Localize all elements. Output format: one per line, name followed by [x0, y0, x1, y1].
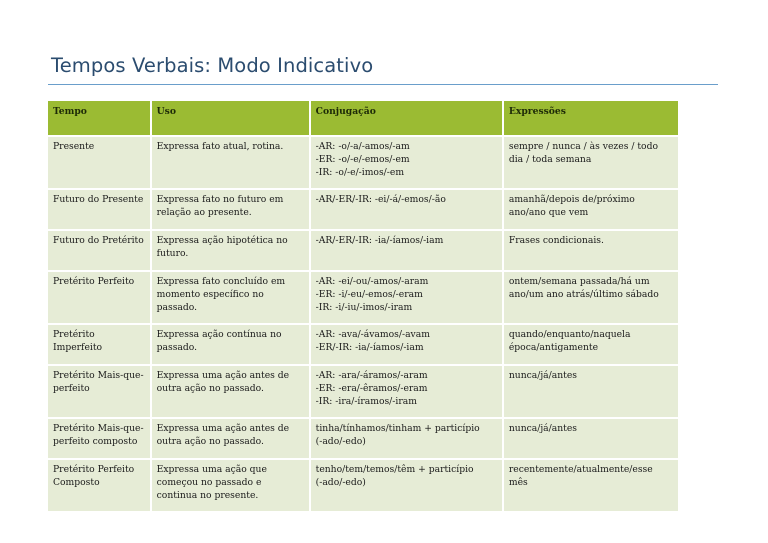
cell-tempo-line: Futuro do Pretérito — [53, 235, 144, 246]
cell-tempo-line: Composto — [53, 477, 100, 488]
cell-expressoes — [504, 137, 678, 188]
cell-conjugacao — [311, 231, 502, 270]
cell-tempo-line: Pretérito Mais-que- — [53, 423, 144, 434]
cell-tempo — [48, 231, 150, 270]
cell-conjugacao-line: -AR/-ER/-IR: -ei/-á/-emos/-ão — [315, 194, 446, 205]
cell-uso-line: Expressa ação hipotética no — [156, 235, 288, 246]
cell-conjugacao-line: -AR: -ara/-áramos/-aram — [315, 370, 428, 381]
cell-expressoes-line: ano/ano que vem — [508, 207, 589, 218]
cell-uso-line: outra ação no passado. — [156, 436, 264, 447]
cell-uso-line: continua no presente. — [156, 490, 259, 501]
cell-tempo-line: Futuro do Presente — [53, 194, 144, 205]
cell-conjugacao-line: -ER: -era/-êramos/-eram — [315, 383, 428, 394]
cell-expressoes-line: dia / toda semana — [508, 154, 592, 165]
cell-tempo-line: Pretérito — [53, 329, 95, 340]
cell-conjugacao — [311, 137, 502, 188]
cell-conjugacao-line: -AR: -ava/-ávamos/-avam — [315, 329, 430, 340]
cell-expressoes-line: época/antigamente — [508, 342, 599, 353]
cell-uso-line: Expressa ação contínua no — [156, 329, 282, 340]
cell-conjugacao-line: (-ado/-edo) — [315, 436, 366, 447]
cell-tempo — [48, 325, 150, 364]
cell-expressoes — [504, 190, 678, 229]
cell-uso-line: outra ação no passado. — [156, 383, 264, 394]
table-row — [48, 231, 678, 270]
cell-uso — [152, 231, 309, 270]
cell-uso-line: futuro. — [156, 248, 189, 259]
cell-tempo-line: Pretérito Mais-que- — [53, 370, 144, 381]
cell-conjugacao-line: -AR: -ei/-ou/-amos/-aram — [315, 276, 429, 287]
cell-tempo-line: Pretérito Perfeito — [53, 464, 135, 475]
cell-tempo-line: Imperfeito — [53, 342, 103, 353]
table-header — [48, 101, 678, 135]
cell-conjugacao — [311, 190, 502, 229]
cell-expressoes — [504, 460, 678, 511]
cell-uso — [152, 325, 309, 364]
cell-expressoes-line: mês — [508, 477, 528, 488]
cell-conjugacao-line: -IR: -o/-e/-imos/-em — [315, 167, 405, 178]
table-row — [48, 325, 678, 364]
cell-conjugacao-line: -AR/-ER/-IR: -ia/-íamos/-iam — [315, 235, 444, 246]
table-row — [48, 366, 678, 417]
cell-conjugacao — [311, 366, 502, 417]
cell-uso-line: Expressa uma ação que — [156, 464, 267, 475]
cell-tempo — [48, 190, 150, 229]
cell-expressoes-line: nunca/já/antes — [508, 423, 577, 434]
cell-uso — [152, 190, 309, 229]
cell-conjugacao-line: tenho/tem/temos/têm + particípio — [315, 464, 474, 475]
cell-tempo — [48, 419, 150, 458]
cell-expressoes-line: Frases condicionais. — [508, 235, 604, 246]
cell-uso-line: Expressa fato concluído em — [156, 276, 286, 287]
cell-expressoes — [504, 419, 678, 458]
cell-conjugacao-line: tinha/tínhamos/tinham + particípio — [315, 423, 480, 434]
cell-expressoes — [504, 272, 678, 323]
cell-conjugacao-line: (-ado/-edo) — [315, 477, 366, 488]
cell-expressoes — [504, 366, 678, 417]
cell-conjugacao-line: -AR: -o/-a/-amos/-am — [315, 141, 410, 152]
cell-uso — [152, 419, 309, 458]
table-row — [48, 419, 678, 458]
cell-expressoes-line: sempre / nunca / às vezes / todo — [508, 141, 658, 152]
table-body — [48, 137, 678, 511]
cell-uso-line: passado. — [156, 302, 198, 313]
cell-uso-line: momento específico no — [156, 289, 264, 300]
cell-expressoes-line: quando/enquanto/naquela — [508, 329, 631, 340]
header-tempo: Tempo — [48, 101, 150, 135]
table-row — [48, 137, 678, 188]
table-row — [48, 272, 678, 323]
cell-expressoes — [504, 325, 678, 364]
cell-expressoes — [504, 231, 678, 270]
page-title: Tempos Verbais: Modo Indicativo — [51, 54, 374, 77]
cell-conjugacao — [311, 419, 502, 458]
cell-tempo — [48, 272, 150, 323]
cell-conjugacao — [311, 460, 502, 511]
cell-uso-line: Expressa uma ação antes de — [156, 423, 290, 434]
cell-tempo — [48, 460, 150, 511]
header-row — [48, 101, 678, 135]
title-divider — [48, 84, 718, 85]
cell-uso — [152, 137, 309, 188]
cell-uso — [152, 272, 309, 323]
cell-conjugacao-line: -ER: -o/-e/-emos/-em — [315, 154, 410, 165]
cell-uso-line: Expressa fato no futuro em — [156, 194, 284, 205]
cell-conjugacao — [311, 325, 502, 364]
cell-uso-line: relação ao presente. — [156, 207, 252, 218]
cell-uso — [152, 366, 309, 417]
cell-tempo-line: Pretérito Perfeito — [53, 276, 135, 287]
cell-uso-line: começou no passado e — [156, 477, 262, 488]
cell-tempo-line: perfeito composto — [53, 436, 138, 447]
cell-tempo — [48, 366, 150, 417]
table-row — [48, 190, 678, 229]
cell-expressoes-line: nunca/já/antes — [508, 370, 577, 381]
cell-uso-line: Expressa fato atual, rotina. — [156, 141, 284, 152]
table-row — [48, 460, 678, 511]
cell-expressoes-line: recentemente/atualmente/esse — [508, 464, 653, 475]
cell-tempo-line: Presente — [53, 141, 95, 152]
cell-conjugacao-line: -IR: -ira/-íramos/-iram — [315, 396, 417, 407]
cell-uso-line: passado. — [156, 342, 198, 353]
cell-expressoes-line: amanhã/depois de/próximo — [508, 194, 635, 205]
cell-tempo-line: perfeito — [53, 383, 90, 394]
cell-conjugacao-line: -IR: -i/-iu/-imos/-iram — [315, 302, 413, 313]
cell-conjugacao — [311, 272, 502, 323]
verb-tenses-table — [46, 99, 680, 513]
header-expressoes: Expressões — [504, 101, 678, 135]
cell-conjugacao-line: -ER: -i/-eu/-emos/-eram — [315, 289, 423, 300]
cell-uso — [152, 460, 309, 511]
cell-expressoes-line: ontem/semana passada/há um — [508, 276, 650, 287]
cell-uso-line: Expressa uma ação antes de — [156, 370, 290, 381]
cell-expressoes-line: ano/um ano atrás/último sábado — [508, 289, 659, 300]
cell-tempo — [48, 137, 150, 188]
header-conjugacao: Conjugação — [311, 101, 502, 135]
cell-conjugacao-line: -ER/-IR: -ia/-íamos/-iam — [315, 342, 424, 353]
header-uso: Uso — [152, 101, 309, 135]
